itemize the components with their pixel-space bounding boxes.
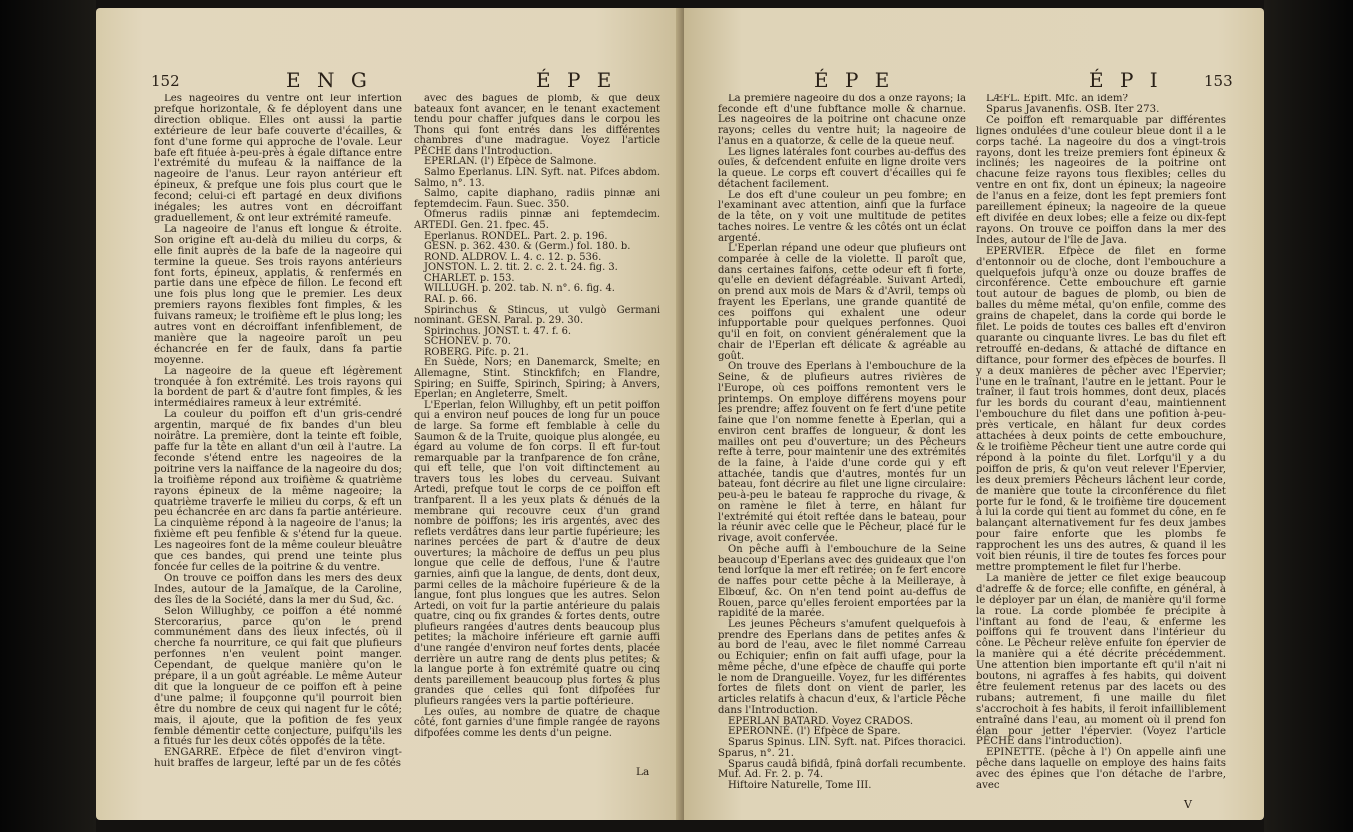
paragraph: EPERONNÉ. (l') Efpèce de Spare. <box>728 726 901 738</box>
paragraph: L'Eperlan, felon Willughby, eft un petit poiffon qui a environ neuf pouces de long fur un pouce de large. Sa forme eft femblable à celle du Saumon & de la Truite, quoique plus alongée, eu égard au volume de fon corps. Il eft fur-tout remarquable par la tranfparence de fon crâne, qui eft telle, que l'on voit diftinctement au travers tous les lobes du cerveau. Suivant Artedi, prefque tout le corps de ce poiffon eft tranfparent. Il a les yeux plats & dénués de la membrane qui recouvre ceux d'un grand nombre de poiffons; les iris argentés, avec des reflets verdâtres dans leur partie fupérieure; les narines percées de part & d'autre de deux ouvertures; la mâchoire de deffus un peu plus longue que celle de deffous, l'une & l'autre garnies, ainfi que la langue, de dents, dont deux, parmi celles de la mâchoire fupérieure & de la langue, font plus longues que les autres. Selon Artedi, on voit fur la partie antérieure du palais quatre, cinq ou fix grandes & fortes dents, outre plufieurs rangées d'autres dents beaucoup plus petites; la mâchoire inférieure eft garnie auffi d'une rangée d'environ neuf fortes dents, placée derrière un autre rang de dents plus petites; & la langue porte à fon extrémité quatre ou cinq dents pareillement beaucoup plus fortes & plus grandes que celles qui font difpofées fur plufieurs rangées vers la partie poftérieure. <box>414 399 660 707</box>
paragraph: RAI. p. 66. <box>424 293 478 305</box>
left-page-number: 152 <box>151 72 180 90</box>
paragraph: Les jeunes Pêcheurs s'amufent quelquefois à prendre des Eperlans dans de petites anfes & au bord de l'eau, avec le filet nommé Carreau ou Echiquier; enfin on fait auffi ufage, pour la même pêche, d'une efpèce de chauffe qui porte le nom de Drangueille. Voyez, fur les différentes fortes de filets dont on vient de parler, les articles relatifs à chacun d'eux, & l'article Pêche dans l'Introduction. <box>718 618 966 716</box>
right-page <box>684 8 1264 820</box>
paragraph: La nageoire de l'anus eft longue & étroite. Son origine eft au-delà du milieu du corps, & elle finit auprès de la bafe de la nageoire qui termine la queue. Ses trois rayons antérieurs font forts, épineux, applatis, & renfermés en partie dans une efpèce de fillon. Le fecond eft une fois plus long que le premier. Les deux premiers rayons flexibles font fimples, & les fuivans rameux; le troifième eft le plus long; les autres vont en décroiffant infenfiblement, de manière que la nageoire paroît un peu échancrée en fer de faulx, dans fa partie moyenne. <box>154 223 402 366</box>
paragraph: En Suède, Nors; en Danemarck, Smelte; en Allemagne, Stint. Stinckfifch; en Flandre, Spiring; en Suiffe, Spirinch, Spiring; à Anvers, Eperlan; en Angleterre, Smelt. <box>414 357 660 401</box>
right-column-2 <box>976 94 1226 794</box>
paragraph: La nageoire de la queue eft légèrement tronquée à fon extrémité. Les trois rayons qui la bordent de part & d'autre font fimples, & les intermédiaires rameux à leur extrémité. <box>154 365 402 410</box>
paragraph: LÆFL. Epift. Mfc. an idem? <box>986 94 1129 104</box>
paragraph: CHARLET. p. 153. <box>424 272 515 284</box>
paragraph: Selon Willughby, ce poiffon a été nommé Stercorarius, parce qu'on le prend communément dans des lieux infectés, où il cherche fa nourriture, ce qui fait que plufieurs perfonnes n'en veulent point manger. Cependant, de quelque manière qu'on le prépare, il a un goût agréable. Le même Auteur dit que la longueur de ce poiffon eft à peine d'une palme; il foupçonne qu'il pourroit bien être du nombre de ceux qui nagent fur le côté; mais, il ajoute, que la pofition de fes yeux femble démentir cette conjecture, puifqu'ils les a fitués fur les deux côtés oppofés de la tête. <box>154 605 402 748</box>
paragraph: EPERVIER. Efpèce de filet en forme d'entonnoir ou de cloche, dont l'embouchure a quelquefois jufqu'à onze ou douze braffes de circonférence. Cette embouchure eft garnie tout autour de bagues de plomb, ou bien de balles du même métal, qu'on enfile, comme des grains de chapelet, dans la corde qui borde le filet. Le poids de toutes ces balles eft d'environ quarante ou cinquante livres. Le bas du filet eft retrouffé en-dedans, & attaché de diftance en diftance, pour former des efpèces de bourfes. Il y a deux manières de pêcher avec l'Epervier; l'une en le traînant, l'autre en le jettant. Pour le traîner, il faut trois hommes, dont deux, placés fur les bords du courant d'eau, maintiennent l'embouchure du filet dans une pofition à-peu-près verticale, en hâlant fur deux cordes attachées à deux points de cette embouchure, & le troifième Pêcheur tient une autre corde qui répond à la pointe du filet. Lorfqu'il y a du poiffon de pris, & qu'on veut relever l'Epervier, les deux premiers Pêcheurs lâchent leur corde, de manière que toute la circonférence du filet porte fur le fond, & le troifième tire doucement à lui la corde qui tient au fommet du cône, en fe balançant alternativement fur fes deux jambes pour faire enforte que les plombs fe rapprochent les uns des autres, & quand il les voit bien réunis, il tire de toutes fes forces pour mettre promptement le filet fur l'herbe. <box>976 245 1226 573</box>
paragraph: On trouve des Eperlans à l'embouchure de la Seine, & de plufieurs autres rivières de l'Europe, où ces poiffons remontent vers le printemps. On employe différens moyens pour les prendre; affez fouvent on fe fert d'une petite faine que l'on nomme fenette à Eperlan, qui a environ cent braffes de longueur, & dont les mailles ont peu d'ouverture; un des Pêcheurs refte à terre, pour maintenir une des extrémités de la faine, à l'aide d'une corde qui y eft attachée, tandis que d'autres, montés fur un bateau, font décrire au filet une ligne circulaire: peu-à-peu le bateau fe rapproche du rivage, & on ramène le filet à terre, en hâlant fur l'extrémité qui étoit reftée dans le bateau, pour la réunir avec celle que le Pêcheur, placé fur le rivage, avoit confervée. <box>718 361 966 545</box>
left-running-head-1: E N G <box>286 68 372 92</box>
paragraph: EPERLAN. (l') Efpèce de Salmone. <box>424 156 597 168</box>
right-running-head-2: É P I <box>1089 68 1163 92</box>
paragraph: La manière de jetter ce filet exige beaucoup d'adreffe & de force; elle confifte, en général, à le déployer par un élan, de manière qu'il forme la roue. La corde plombée fe précipite à l'inftant au fond de l'eau, & enferme les poiffons qui fe trouvent dans l'intérieur du cône. Le Pêcheur relève enfuite fon épervier de la manière qui a été décrite précédemment. Une attention bien importante eft qu'il n'ait ni boutons, ni agraffes à fes habits, qui doivent être feulement retenus par des lacets ou des rubans; autrement, fi une maille du filet s'accrochoit à fes habits, il feroit infailliblement entraîné dans l'eau, au moment où il prend fon élan pour jetter l'épervier. (Voyez l'article PÊCHE dans l'introduction). <box>976 572 1226 748</box>
signature-mark: V <box>1184 798 1192 811</box>
paragraph: avec des bagues de plomb, & que deux bateaux font avancer, en le tenant exactement tendu pour chaffer jufques dans le corpou les Thons qui font entrés dans les différentes chambres d'une madrague. Voyez l'article PÊCHE dans l'Introduction. <box>414 94 660 157</box>
paragraph: On trouve ce poiffon dans les mers des deux Indes, autour de la Jamaïque, de la Caroline, des îles de la Société, dans la mer du Sud, &c. <box>154 572 402 606</box>
paragraph: GESN. p. 362. 430. & (Germ.) fol. 180. b. <box>424 241 631 253</box>
paragraph: Les lignes latérales font courbes au-deffus des ouïes, & defcendent enfuite en ligne droite vers la queue. Le corps eft couvert d'écailles qui fe détachent facilement. <box>718 146 966 190</box>
left-catchword: La <box>636 766 650 778</box>
paragraph: WILLUGH. p. 202. tab. N. n°. 6. fig. 4. <box>424 283 615 295</box>
paragraph: JONSTON. L. 2. tit. 2. c. 2. t. 24. fig. 3. <box>424 262 618 274</box>
paragraph: Eperlanus. RONDEL. Part. 2. p. 196. <box>424 230 608 242</box>
paragraph: Sparus Javanenfis. OSB. Iter 273. <box>986 103 1160 115</box>
left-column-2 <box>414 94 660 754</box>
paragraph: Les nageoires du ventre ont leur infertion prefque horizontale, & fe déployent dans une direction oblique. Elles ont aussi la partie extérieure de leur bafe couverte d'écailles, & font d'une forme qui approche de l'ovale. Leur bafe eft fituée à-peu-près à égale diftance entre l'extrémité du mufeau & la naiffance de la nageoire de l'anus. Leur rayon antérieur eft épineux, & prefque une fois plus court que le fecond; celui-ci eft partagé en deux divifions inégales; les autres vont en décroiffant graduellement, & ont leur extrémité rameufe. <box>154 94 402 224</box>
paragraph: La couleur du poiffon eft d'un gris-cendré argentin, marqué de fix bandes d'un bleu noirâtre. La première, dont la teinte eft foible, paffe fur la tête en allant d'un œil à l'autre. La feconde s'étend entre les nageoires de la poitrine vers la naiffance de la nageoire du dos; la troifième répond aux troifième & quatrième rayons épineux de la même nageoire; la quatrième traverfe le milieu du corps, & eft un peu échancrée en arc dans fa partie antérieure. La cinquième répond à la nageoire de l'anus; la fixième eft peu fenfible & s'étend fur la queue. Les nageoires font de la même couleur bleuâtre que ces bandes, qui prend une teinte plus foncée fur celles de la poitrine & du ventre. <box>154 409 402 573</box>
paragraph: L'Eperlan répand une odeur que plufieurs ont comparée à celle de la violette. Il paroît que, dans certaines faifons, cette odeur eft fi forte, qu'elle en devient défagréable. Suivant Artedi, on prend aux mois de Mars & d'Avril, temps où frayent les Eperlans, une grande quantité de ces poiffons qui exhalent une odeur infupportable pour quelques perfonnes. Quoi qu'il en foit, on convient généralement que la chair de l'Eperlan eft délicate & agréable au goût. <box>718 243 966 362</box>
paragraph: EPINETTE. (pêche à l') On appelle ainfi une pêche dans laquelle on employe des hains faits avec des épines que l'on détache de l'arbre, avec <box>976 747 1226 792</box>
paragraph: ROND. ALDROV. L. 4. c. 12. p. 536. <box>424 251 602 263</box>
left-running-head-2: É P E <box>536 68 617 92</box>
right-page-number: 153 <box>1204 72 1233 90</box>
paragraph: ENGARRE. Efpèce de filet d'environ vingt-huit braffes de largeur, lefté par un de fes côtés <box>154 747 402 770</box>
right-column-1 <box>718 94 966 794</box>
paragraph: Spirinchus. JONST. t. 47. f. 6. <box>424 325 572 337</box>
paragraph: SCHONEV. p. 70. <box>424 336 511 348</box>
paragraph: Hiftoire Naturelle, Tome III. <box>728 780 872 791</box>
paragraph: On pêche auffi à l'embouchure de la Seine beaucoup d'Eperlans avec des guideaux que l'on tend lorfque la mer eft retirée; on fe fert encore de naffes pour cette pêche à la Meilleraye, à Elbœuf, &c. On n'en tend point au-deffus de Rouen, parce qu'elles feroient emportées par la rapidité de la marée. <box>718 543 966 620</box>
paragraph: EPERLAN BATARD. Voyez CRADOS. <box>728 715 914 727</box>
paragraph: Le dos eft d'une couleur un peu fombre; en l'examinant avec attention, ainfi que la furface de la tête, on y voit une multitude de petites taches noires. Le ventre & les côtés ont un éclat argenté. <box>718 189 966 244</box>
paragraph: ROBERG. Pifc. p. 21. <box>424 346 529 358</box>
right-background <box>1264 0 1353 832</box>
paragraph: Ofmerus radiis pinnæ ani feptemdecim. ARTEDI. Gen. 21. fpec. 45. <box>414 209 660 231</box>
right-running-head-1: É P E <box>814 68 895 92</box>
paragraph: Les ouïes, au nombre de quatre de chaque côté, font garnies d'une fimple rangée de rayons difpofées comme les dents d'un peigne. <box>414 706 660 739</box>
left-page <box>96 8 684 820</box>
paragraph: Salmo, capite diaphano, radiis pinnæ ani feptemdecim. Faun. Suec. 350. <box>414 188 660 210</box>
paragraph: Ce poiffon eft remarquable par différentes lignes ondulées d'une couleur bleue dont il a le corps taché. La nageoire du dos a vingt-trois rayons, dont les treize premiers font épineux & inclinés; les nageoires de la poitrine ont chacune feize rayons tous flexibles; celles du ventre en ont fix, dont un épineux; la nageoire de l'anus en a feize, dont les fept premiers font pareillement épineux; la nageoire de la queue eft divifée en deux lobes; elle a feize ou dix-fept rayons. On trouve ce poiffon dans la mer des Indes, autour de l'île de Java. <box>976 114 1226 246</box>
paragraph: La première nageoire du dos a onze rayons; la feconde eft d'une fubftance molle & charnue. Les nageoires de la poitrine ont chacune onze rayons; celles du ventre huit; la nageoire de l'anus en a quatorze, & celle de la queue neuf. <box>718 94 966 147</box>
left-background <box>0 0 96 832</box>
paragraph: Salmo Eperlanus. LIN. Syft. nat. Pifces abdom. Salmo, n°. 13. <box>414 167 660 189</box>
paragraph: Spirinchus & Stincus, ut vulgò Germani nominant. GESN. Paral. p. 29. 30. <box>414 304 660 327</box>
left-column-1 <box>154 94 402 792</box>
paragraph: Sparus caudâ bifidâ, fpinâ dorfali recumbente. Muf. Ad. Fr. 2. p. 74. <box>718 758 966 781</box>
paragraph: Sparus Spinus. LIN. Syft. nat. Pifces thoracici. Sparus, n°. 21. <box>718 737 966 759</box>
